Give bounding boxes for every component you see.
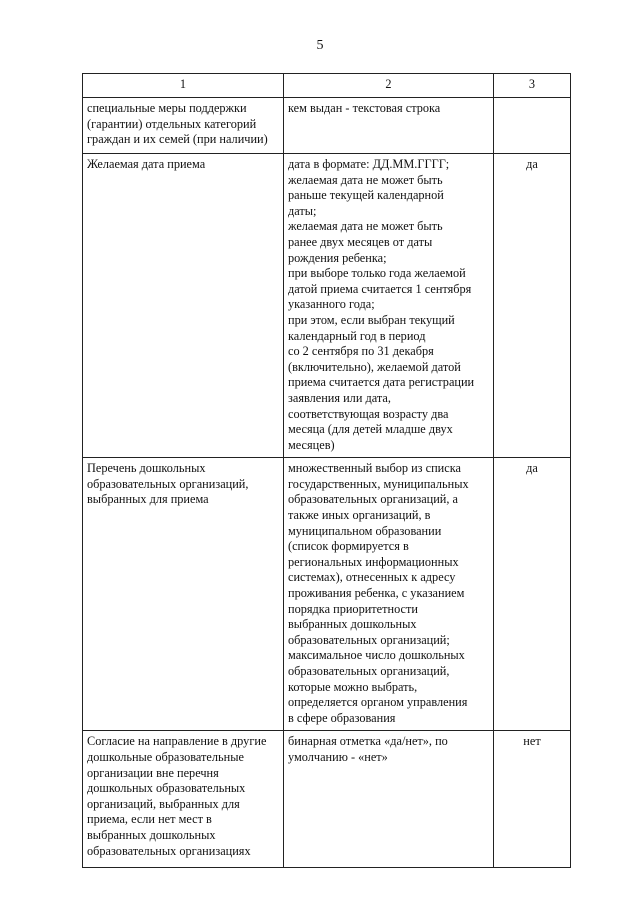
required-flag-cell: да [494, 154, 571, 458]
column-header-2: 2 [284, 74, 494, 98]
column-header-1: 1 [83, 74, 284, 98]
field-description-cell: дата в формате: ДД.ММ.ГГГГ; желаемая дата не может быть раньше текущей календарной даты; желаемая дата не может быть ранее двух месяцев от даты рождения ребенка; при выборе только года желаемой датой приема считается 1 сентября указанного года; при этом, если выбран текущий календарный год в период со 2 сентября по 31 декабря (включительно), желаемой датой приема считается дата регистрации заявления или дата, соответствующая возрасту два месяца (для детей младше двух месяцев) [284, 154, 494, 458]
field-name-cell: специальные меры поддержки (гарантии) отдельных категорий граждан и их семей (при наличии) [83, 98, 284, 154]
table-row [83, 154, 571, 458]
table-header-row [83, 74, 571, 98]
field-description-cell: множественный выбор из списка государственных, муниципальных образовательных организаций, а также иных организаций, в муниципальном образовании (список формируется в региональных информационных системах), отнесенных к адресу проживания ребенка, с указанием порядка приоритетности выбранных дошкольных образовательных организаций; максимальное число дошкольных образовательных организаций, которые можно выбрать, определяется органом управления в сфере образования [284, 458, 494, 731]
field-description-cell: кем выдан - текстовая строка [284, 98, 494, 154]
table-row [83, 458, 571, 731]
column-header-3: 3 [494, 74, 571, 98]
field-description-cell: бинарная отметка «да/нет», по умолчанию - «нет» [284, 731, 494, 868]
field-name-cell: Желаемая дата приема [83, 154, 284, 458]
table-row [83, 731, 571, 868]
required-flag-cell: да [494, 458, 571, 731]
required-flag-cell [494, 98, 571, 154]
page-number: 5 [316, 38, 324, 53]
requirements-table [82, 73, 571, 868]
field-name-cell: Перечень дошкольных образовательных организаций, выбранных для приема [83, 458, 284, 731]
field-name-cell: Согласие на направление в другие дошкольные образовательные организации вне перечня дошкольных образовательных организаций, выбранных для приема, если нет мест в выбранных дошкольных образовательных организациях [83, 731, 284, 868]
required-flag-cell: нет [494, 731, 571, 868]
table-row [83, 98, 571, 154]
